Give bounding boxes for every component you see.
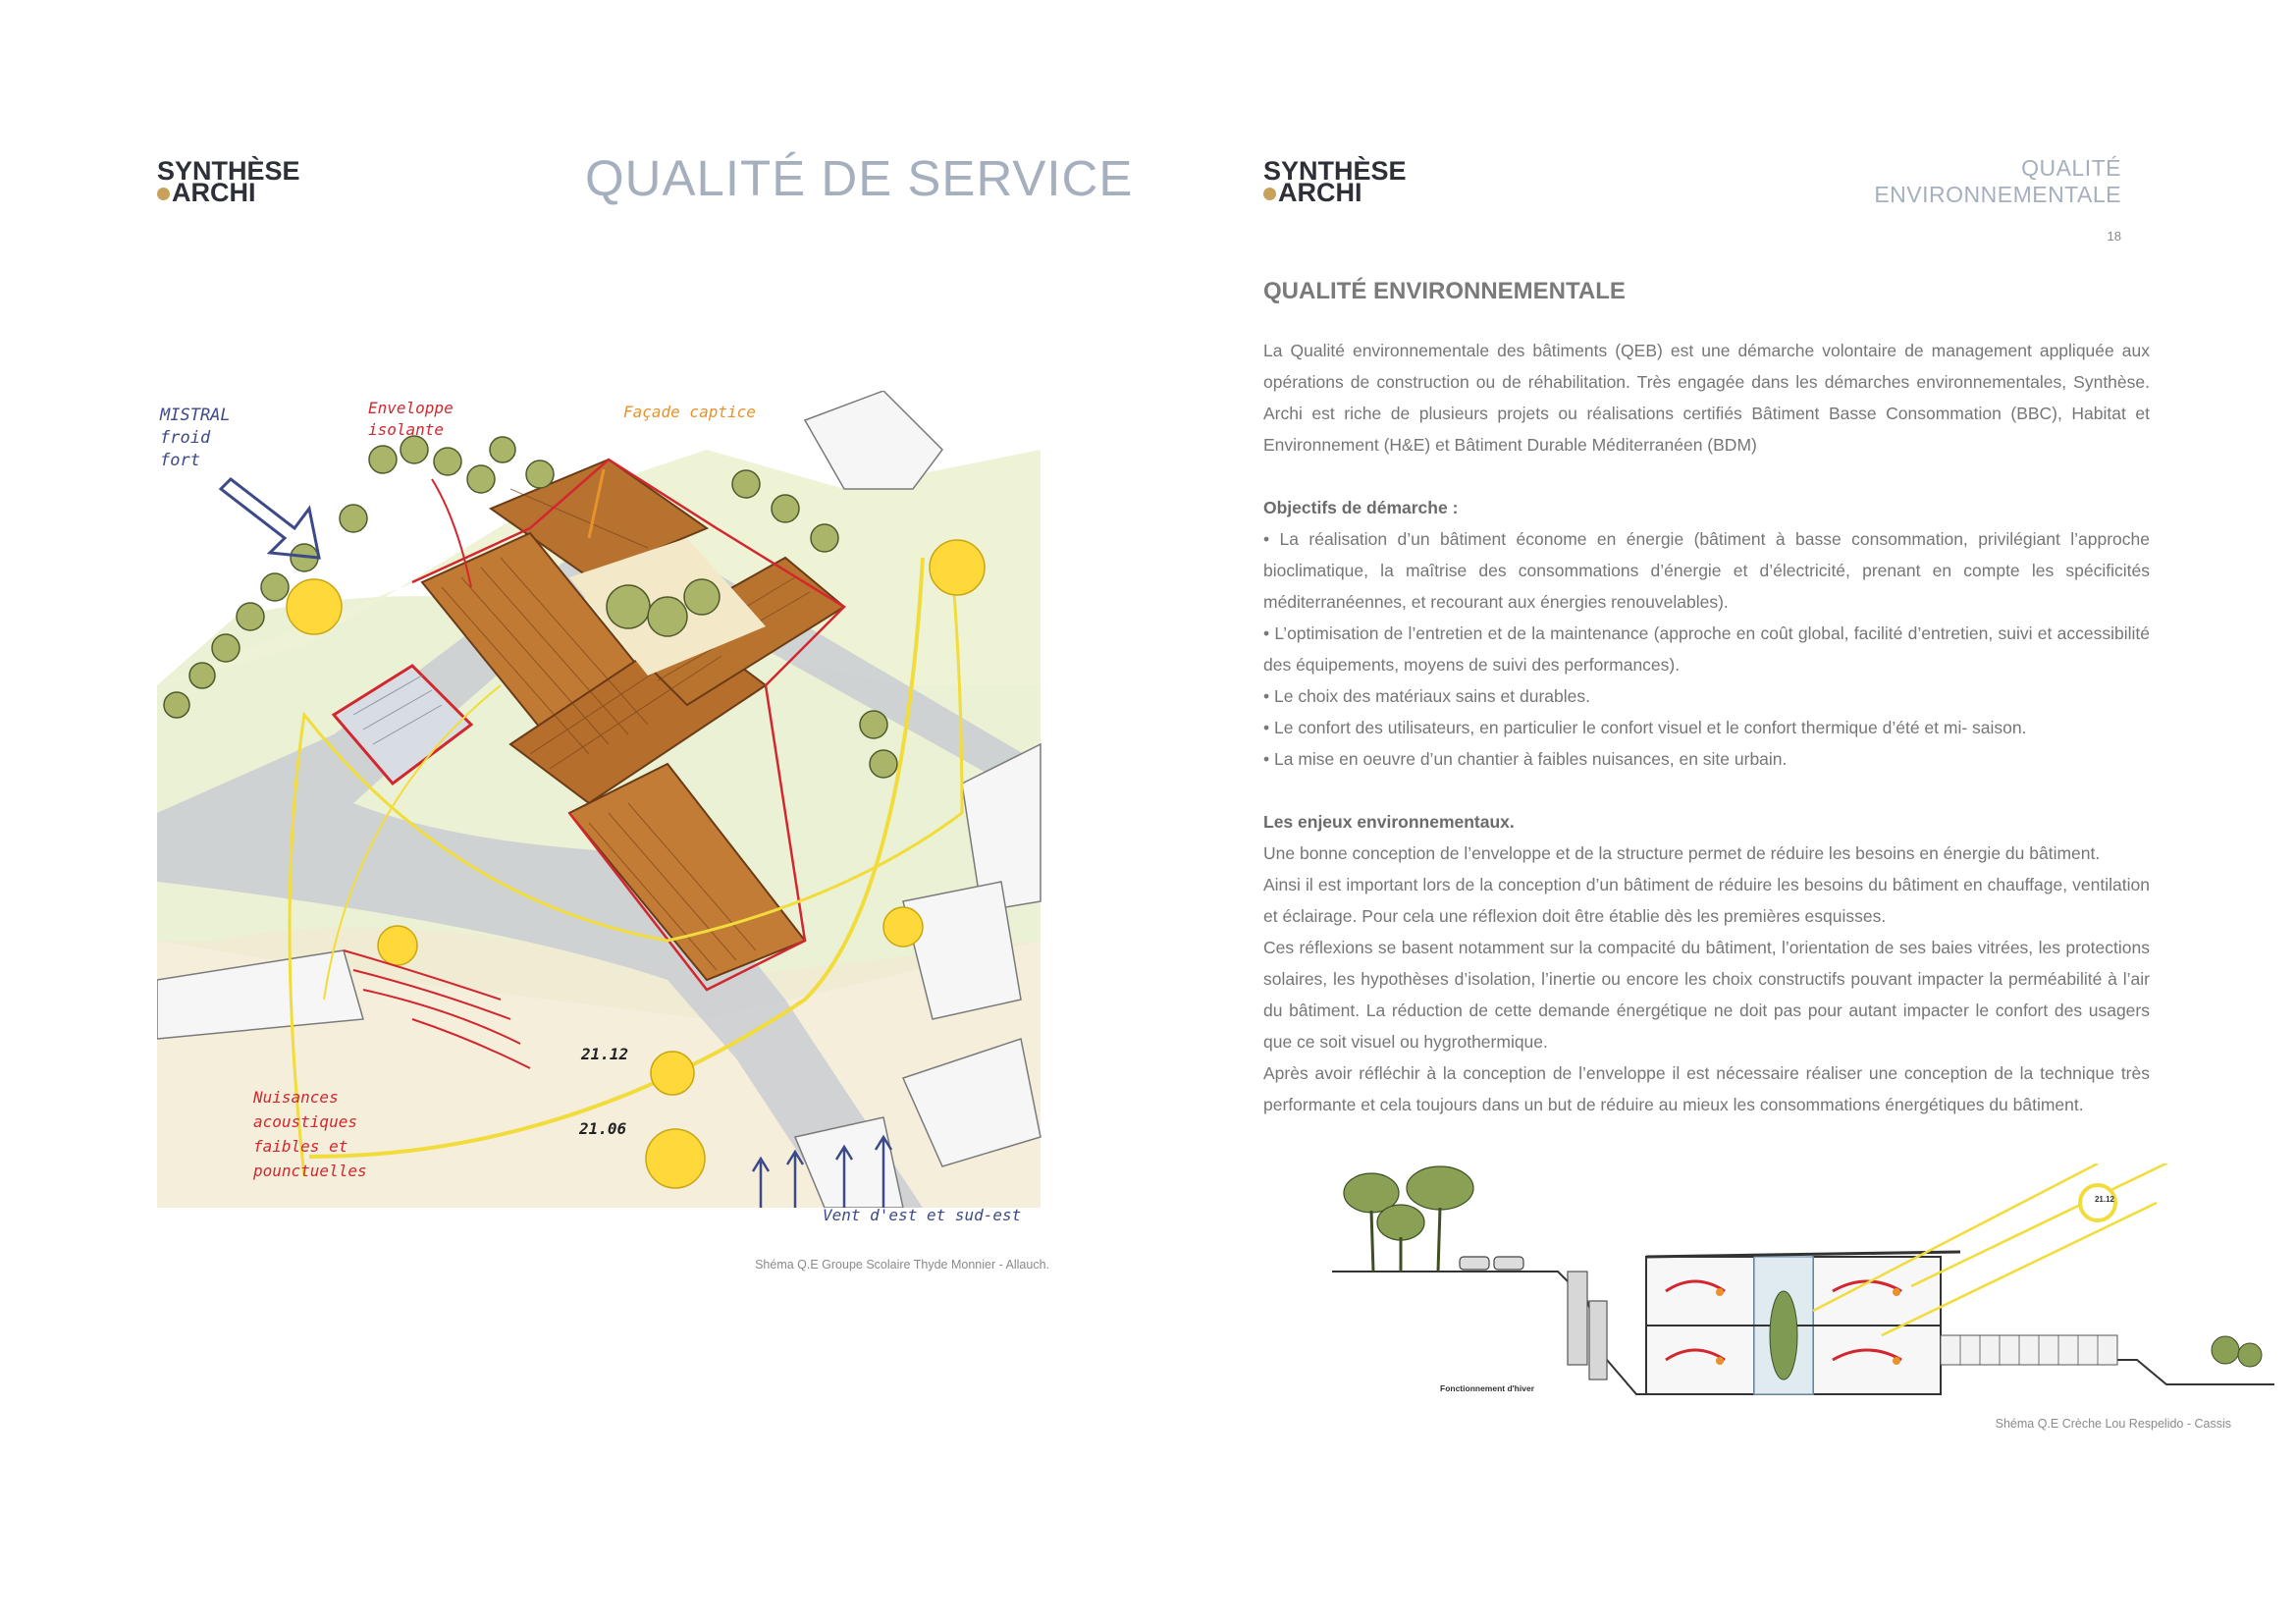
objective-item: • La mise en oeuvre d’un chantier à faibles nuisances, en site urbain. [1263, 749, 1788, 769]
objectives-title: Objectifs de démarche : [1263, 498, 1459, 517]
logo-line2-right [1263, 179, 1362, 206]
nuisances-word2: acoustiques [253, 1112, 357, 1131]
logo-line2-text-right: ARCHI [1278, 178, 1362, 207]
right-caption: Shéma Q.E Crèche Lou Respelido - Cassis [1995, 1417, 2231, 1431]
logo-line2 [157, 179, 256, 206]
body-text [1263, 335, 2150, 1120]
logo-line2-text: ARCHI [172, 178, 256, 207]
page-title: QUALITÉ DE SERVICE [585, 150, 1134, 206]
logo-dot [157, 188, 170, 200]
mistral-word: MISTRAL [160, 406, 231, 425]
objective-item: • Le choix des matériaux sains et durables. [1263, 686, 1590, 706]
fort-word: fort [160, 451, 200, 470]
section-heading: QUALITÉ ENVIRONNEMENTALE [1263, 278, 1626, 304]
stakes-paragraph: Après avoir réfléchir à la conception de l’enveloppe il est nécessaire réaliser une conception de la technique très performante et cela toujours dans un but de réduire au mieux les consommations énergétiques du bâtiment. [1263, 1063, 2150, 1114]
envelope-label [368, 398, 454, 441]
logo-dot-right [1263, 188, 1276, 200]
isolante-word: isolante [368, 420, 445, 439]
page-number: 18 [2107, 229, 2121, 244]
spacer [1263, 460, 2150, 492]
envelope-word: Enveloppe [368, 399, 454, 417]
objective-item: • La réalisation d’un bâtiment économe en énergie (bâtiment à basse consommation, privilégiant l’approche bioclimatique, la maîtrise des consommations d’énergie et d’électricité, prenant en compte les spécificités méditerranéennes, et recourant aux énergies renouvelables). [1263, 529, 2150, 612]
spacer [1263, 775, 2150, 806]
stakes-paragraph: Ainsi il est important lors de la conception d’un bâtiment de réduire les besoins du bâtiment en chauffage, ventilation et éclairage. Pour cela une réflexion doit être établie dès les premières esquisses. [1263, 875, 2150, 926]
stakes-title: Les enjeux environnementaux. [1263, 812, 1515, 832]
facade-label: Façade captice [623, 403, 756, 421]
left-caption: Shéma Q.E Groupe Scolaire Thyde Monnier - Allauch. [755, 1258, 1049, 1272]
stakes-paragraph: Ces réflexions se basent notamment sur la compacité du bâtiment, l’orientation de ses baies vitrées, les protections solaires, les hypothèses d’isolation, l’inertie ou encore les choix constructifs pouvant impacter la perméabilité à l’air du bâtiment. La réduction de cette demande énergétique ne doit pas pour autant impacter le confort des usagers que ce soit visuel ou hygrothermique. [1263, 938, 2150, 1052]
logo-line1-right: SYNTHÈSE [1263, 156, 1407, 186]
nuisances-word4: pounctuelles [253, 1162, 367, 1180]
wind-label: Vent d'est et sud-est [823, 1206, 1022, 1224]
nuisances-word1: Nuisances [253, 1088, 339, 1107]
intro-paragraph: La Qualité environnementale des bâtiments (QEB) est une démarche volontaire de management appliquée aux opérations de construction ou de réhabilitation. Très engagée dans les démarches environnementales, Synthèse. Archi est riche de plusieurs projets ou réalisations certifiés Bâtiment Basse Consommation (BBC), Habitat et Environnement (H&E) et Bâtiment Durable Méditerranéen (BDM) [1263, 341, 2150, 455]
objective-item: • L’optimisation de l’entretien et de la maintenance (approche en coût global, facilité d’entretien, suivi et accessibilité des équipements, moyens de suivi des performances). [1263, 623, 2150, 675]
winter-operation-label: Fonctionnement d'hiver [1440, 1383, 1534, 1393]
company-logo [157, 157, 314, 212]
stakes-paragraph: Une bonne conception de l’enveloppe et de la structure permet de réduire les besoins en énergie du bâtiment. [1263, 843, 2101, 863]
objective-item: • Le confort des utilisateurs, en particulier le confort visuel et le confort thermique d’été et mi- saison. [1263, 718, 2027, 737]
running-header: QUALITÉ ENVIRONNEMENTALE [1874, 155, 2121, 207]
sun-date-june: 21.06 [579, 1119, 627, 1138]
mistral-label [160, 405, 231, 472]
logo-line1: SYNTHÈSE [157, 156, 300, 186]
section-sun-date: 21.12 [2094, 1195, 2115, 1204]
sun-date-december: 21.12 [581, 1045, 629, 1063]
nuisances-label [253, 1085, 367, 1183]
nuisances-word3: faibles et [253, 1137, 348, 1156]
froid-word: froid [160, 428, 211, 448]
right-page [1148, 0, 2296, 1624]
company-logo-right [1263, 157, 1420, 212]
